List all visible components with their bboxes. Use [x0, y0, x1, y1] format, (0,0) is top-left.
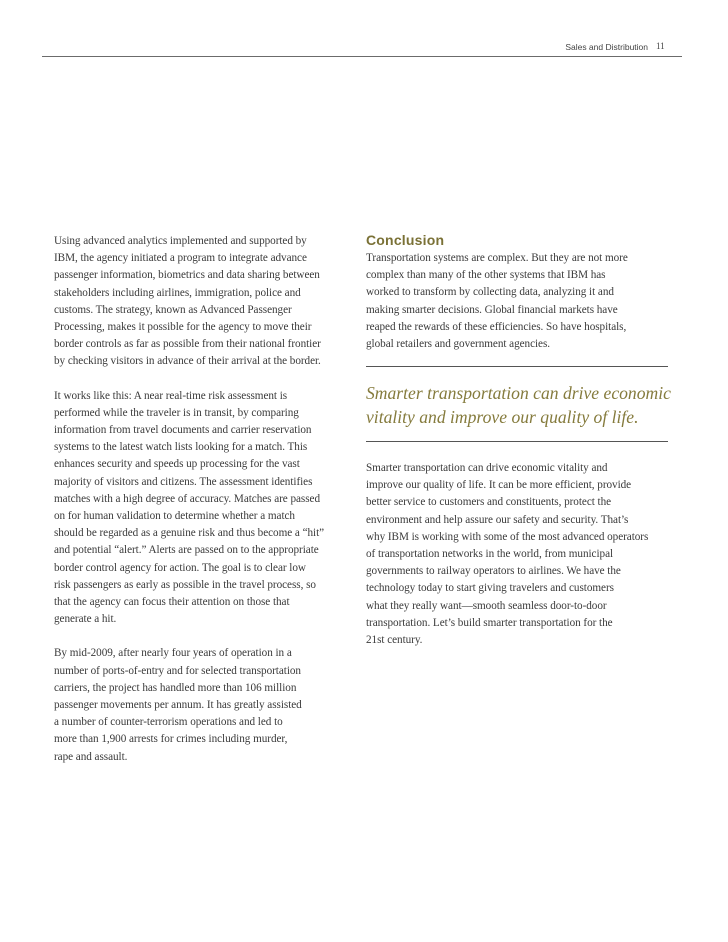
text-line: border controls as far as possible from their national frontier [54, 338, 321, 351]
text-line: performed while the traveler is in transit, by comparing [54, 406, 299, 419]
text-line: reaped the rewards of these efficiencies. So have hospitals, [366, 320, 627, 333]
text-line: that the agency can focus their attention on those that [54, 596, 290, 609]
text-line: It works like this: A near real-time risk assessment is [54, 389, 288, 402]
text-line: better service to customers and constituents, protect the [366, 496, 612, 509]
text-line: passenger information, biometrics and data sharing between [54, 269, 320, 282]
text-line: information from travel documents and carrier reservation [54, 424, 312, 437]
conclusion-section [366, 230, 670, 370]
closing-paragraph [366, 460, 670, 649]
text-line: matches with a high degree of accuracy. Matches are passed [54, 492, 320, 505]
text-line: and potential “alert.” Alerts are passed on to the appropriate [54, 544, 319, 557]
text-line: a number of counter-terrorism operations and led to [54, 716, 283, 729]
paragraph-1 [54, 233, 346, 371]
text-line: passenger movements per annum. It has greatly assisted [54, 699, 302, 712]
text-line: transportation. Let’s build smarter transportation for the [366, 616, 613, 629]
text-line: governments to railway operators to airlines. We have the [366, 565, 621, 578]
text-line: IBM, the agency initiated a program to integrate advance [54, 252, 307, 265]
text-line: number of ports-of-entry and for selected transportation [54, 664, 301, 677]
text-line: customs. The strategy, known as Advanced Passenger [54, 303, 292, 316]
paragraph-3 [54, 645, 346, 765]
pull-quote-line: vitality and improve our quality of life. [366, 407, 639, 427]
text-line: complex than many of the other systems that IBM has [366, 269, 606, 282]
text-line: By mid-2009, after nearly four years of operation in a [54, 647, 292, 660]
text-line: more than 1,900 arrests for crimes including murder, [54, 733, 288, 746]
pull-quote-top-rule [366, 366, 668, 367]
text-line: by checking visitors in advance of their arrival at the border. [54, 355, 321, 368]
conclusion-paragraph [366, 250, 670, 353]
text-line: generate a hit. [54, 613, 117, 626]
text-line: should be regarded as a genuine risk and thus become a “hit” [54, 527, 325, 540]
text-line: worked to transform by collecting data, analyzing it and [366, 286, 614, 299]
text-line: of transportation networks in the world, from municipal [366, 548, 614, 561]
conclusion-heading: Conclusion [366, 232, 445, 248]
text-line: Using advanced analytics implemented and supported by [54, 235, 307, 247]
text-line: carriers, the project has handled more than 106 million [54, 681, 297, 694]
closing-section [366, 460, 670, 666]
text-line: Transportation systems are complex. But they are not more [366, 252, 628, 264]
text-line: risk passengers as early as possible in the travel process, so [54, 578, 316, 591]
text-line: on for human validation to determine whether a match [54, 510, 295, 523]
text-line: Processing, makes it possible for the agency to move their [54, 321, 312, 334]
text-line: border control agency for action. The goal is to clear low [54, 561, 306, 574]
text-line: 21st century. [366, 634, 423, 647]
text-line: environment and help assure our safety and security. That’s [366, 513, 629, 526]
pull-quote-bottom-rule [366, 441, 668, 442]
text-line: stakeholders including airlines, immigration, police and [54, 286, 301, 299]
text-line: Smarter transportation can drive economic vitality and [366, 462, 608, 474]
left-column [54, 233, 346, 783]
text-line: majority of visitors and citizens. The assessment identifies [54, 475, 313, 488]
pull-quote-line: Smarter transportation can drive economic [366, 383, 671, 403]
pull-quote [366, 381, 670, 429]
text-line: what they really want—smooth seamless door-to-door [366, 599, 607, 612]
section-title: Sales and Distribution [565, 42, 648, 52]
header-divider [42, 56, 682, 57]
text-line: why IBM is working with some of the most advanced operators [366, 530, 649, 543]
text-line: enhances security and speeds up processing for the vast [54, 458, 300, 471]
text-line: global retailers and government agencies. [366, 338, 551, 351]
text-line: technology today to start giving travelers and customers [366, 582, 614, 595]
text-line: making smarter decisions. Global financial markets have [366, 303, 618, 316]
text-line: rape and assault. [54, 750, 128, 763]
paragraph-2 [54, 388, 346, 629]
page-number: 11 [656, 41, 665, 51]
text-line: systems to the latest watch lists looking for a match. This [54, 441, 308, 454]
text-line: improve our quality of life. It can be more efficient, provide [366, 479, 632, 492]
